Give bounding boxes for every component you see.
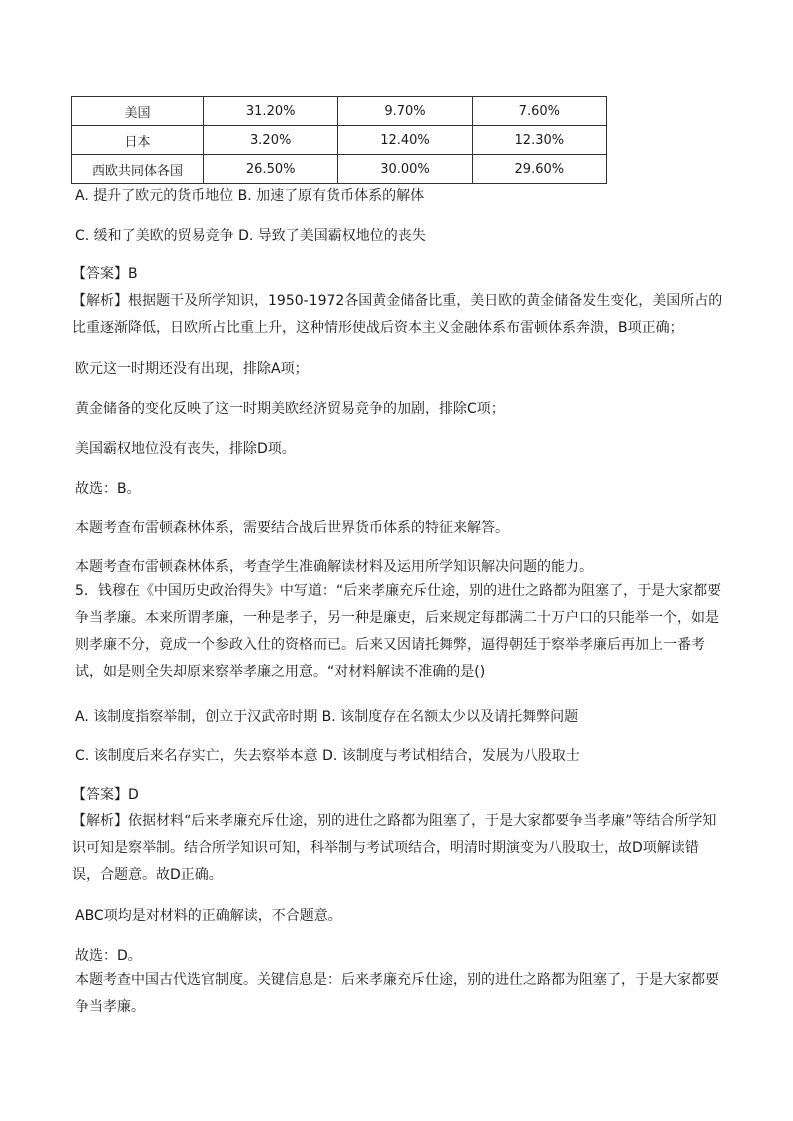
q5-options-ab: A. 该制度指察举制，创立于汉武帝时期 B. 该制度存在名额太少以及请托舞弊问题 xyxy=(75,709,579,725)
analysis-label: 【解析】 xyxy=(72,293,128,309)
table-cell: 美国 xyxy=(72,97,204,126)
analysis-text-post: 等结合所学知识可知是察举制。结合所学知识可知，科举制与考试项结合，明清时期演变为八股取士，故D项解读错误，合题意。故D正确。 xyxy=(72,813,717,883)
answer-label: 【答案】 xyxy=(72,787,128,803)
q4-options-cd: C. 缓和了美欧的贸易竞争 D. 导致了美国霸权地位的丧失 xyxy=(75,228,426,244)
table-cell: 26.50% xyxy=(204,155,338,184)
table-cell: 9.70% xyxy=(338,97,472,126)
q5-choose: 故选：D。 xyxy=(75,948,142,964)
answer-value: B xyxy=(128,266,138,282)
q4-exclude-d: 美国霸权地位没有丧失，排除D项。 xyxy=(75,441,296,457)
table-cell: 日本 xyxy=(72,126,204,155)
answer-value: D xyxy=(128,787,139,803)
q4-choose: 故选：B。 xyxy=(75,481,141,497)
q4-options-ab: A. 提升了欧元的货币地位 B. 加速了原有货币体系的解体 xyxy=(75,188,425,204)
q5-answer xyxy=(72,785,139,805)
q5-analysis xyxy=(72,808,724,889)
q5-abc: ABC项均是对材料的正确解读，不合题意。 xyxy=(75,908,342,924)
table-cell: 30.00% xyxy=(338,155,472,184)
analysis-text-pre: 依据材料 xyxy=(128,813,184,829)
q5-options-cd: C. 该制度后来名存实亡，失去察举本意 D. 该制度与考试相结合，发展为八股取士 xyxy=(75,748,580,764)
table-cell: 31.20% xyxy=(204,97,338,126)
q4-answer xyxy=(72,264,138,284)
q4-note-1: 本题考查布雷顿森林体系，需要结合战后世界货币体系的特征来解答。 xyxy=(75,520,509,536)
analysis-label: 【解析】 xyxy=(72,813,128,829)
q4-exclude-c: 黄金储备的变化反映了这一时期美欧经济贸易竞争的加剧，排除C项； xyxy=(75,401,505,417)
gold-reserve-table xyxy=(71,96,607,184)
table-cell: 3.20% xyxy=(204,126,338,155)
table-row xyxy=(72,126,607,155)
q4-exclude-a: 欧元这一时期还没有出现，排除A项； xyxy=(75,361,309,377)
table-cell: 西欧共同体各国 xyxy=(72,155,204,184)
table-cell: 12.40% xyxy=(338,126,472,155)
table-row xyxy=(72,97,607,126)
table-row xyxy=(72,155,607,184)
analysis-quote: “后来孝廉充斥仕途，别的进仕之路都为阻塞了，于是大家都要争当孝廉” xyxy=(184,813,633,829)
q4-analysis xyxy=(72,288,724,342)
table-cell: 12.30% xyxy=(472,126,606,155)
table-cell: 29.60% xyxy=(472,155,606,184)
q5-note: 本题考查中国古代选官制度。关键信息是：后来孝廉充斥仕途，别的进仕之路都为阻塞了，于是大家都要争当孝廉。 xyxy=(75,972,719,1015)
answer-label: 【答案】 xyxy=(72,266,128,282)
q5-stem: 5．钱穆在《中国历史政治得失》中写道：“后来孝廉充斥仕途，别的进仕之路都为阻塞了，于是大家都要争当孝廉。本来所谓孝廉，一种是孝子，另一种是廉吏，后来规定每郡满二十万户口的只能举一个，如是则孝廉不分，竟成一个参政入仕的资格而已。后来又因请托舞弊，逼得朝廷于察举孝廉后再加上一番考试，如是则全失却原来察举孝廉之用意。“对材料解读不准确的是() xyxy=(75,583,722,680)
table-cell: 7.60% xyxy=(472,97,606,126)
q4-note-2: 本题考查布雷顿森林体系，考查学生准确解读材料及运用所学知识解决问题的能力。 xyxy=(75,559,593,575)
analysis-text: 根据题干及所学知识，1950-1972各国黄金储备比重，美日欧的黄金储备发生变化，美国所占的比重逐渐降低，日欧所占比重上升，这种情形使战后资本主义金融体系布雷顿体系奔溃，B项正确； xyxy=(72,293,723,336)
